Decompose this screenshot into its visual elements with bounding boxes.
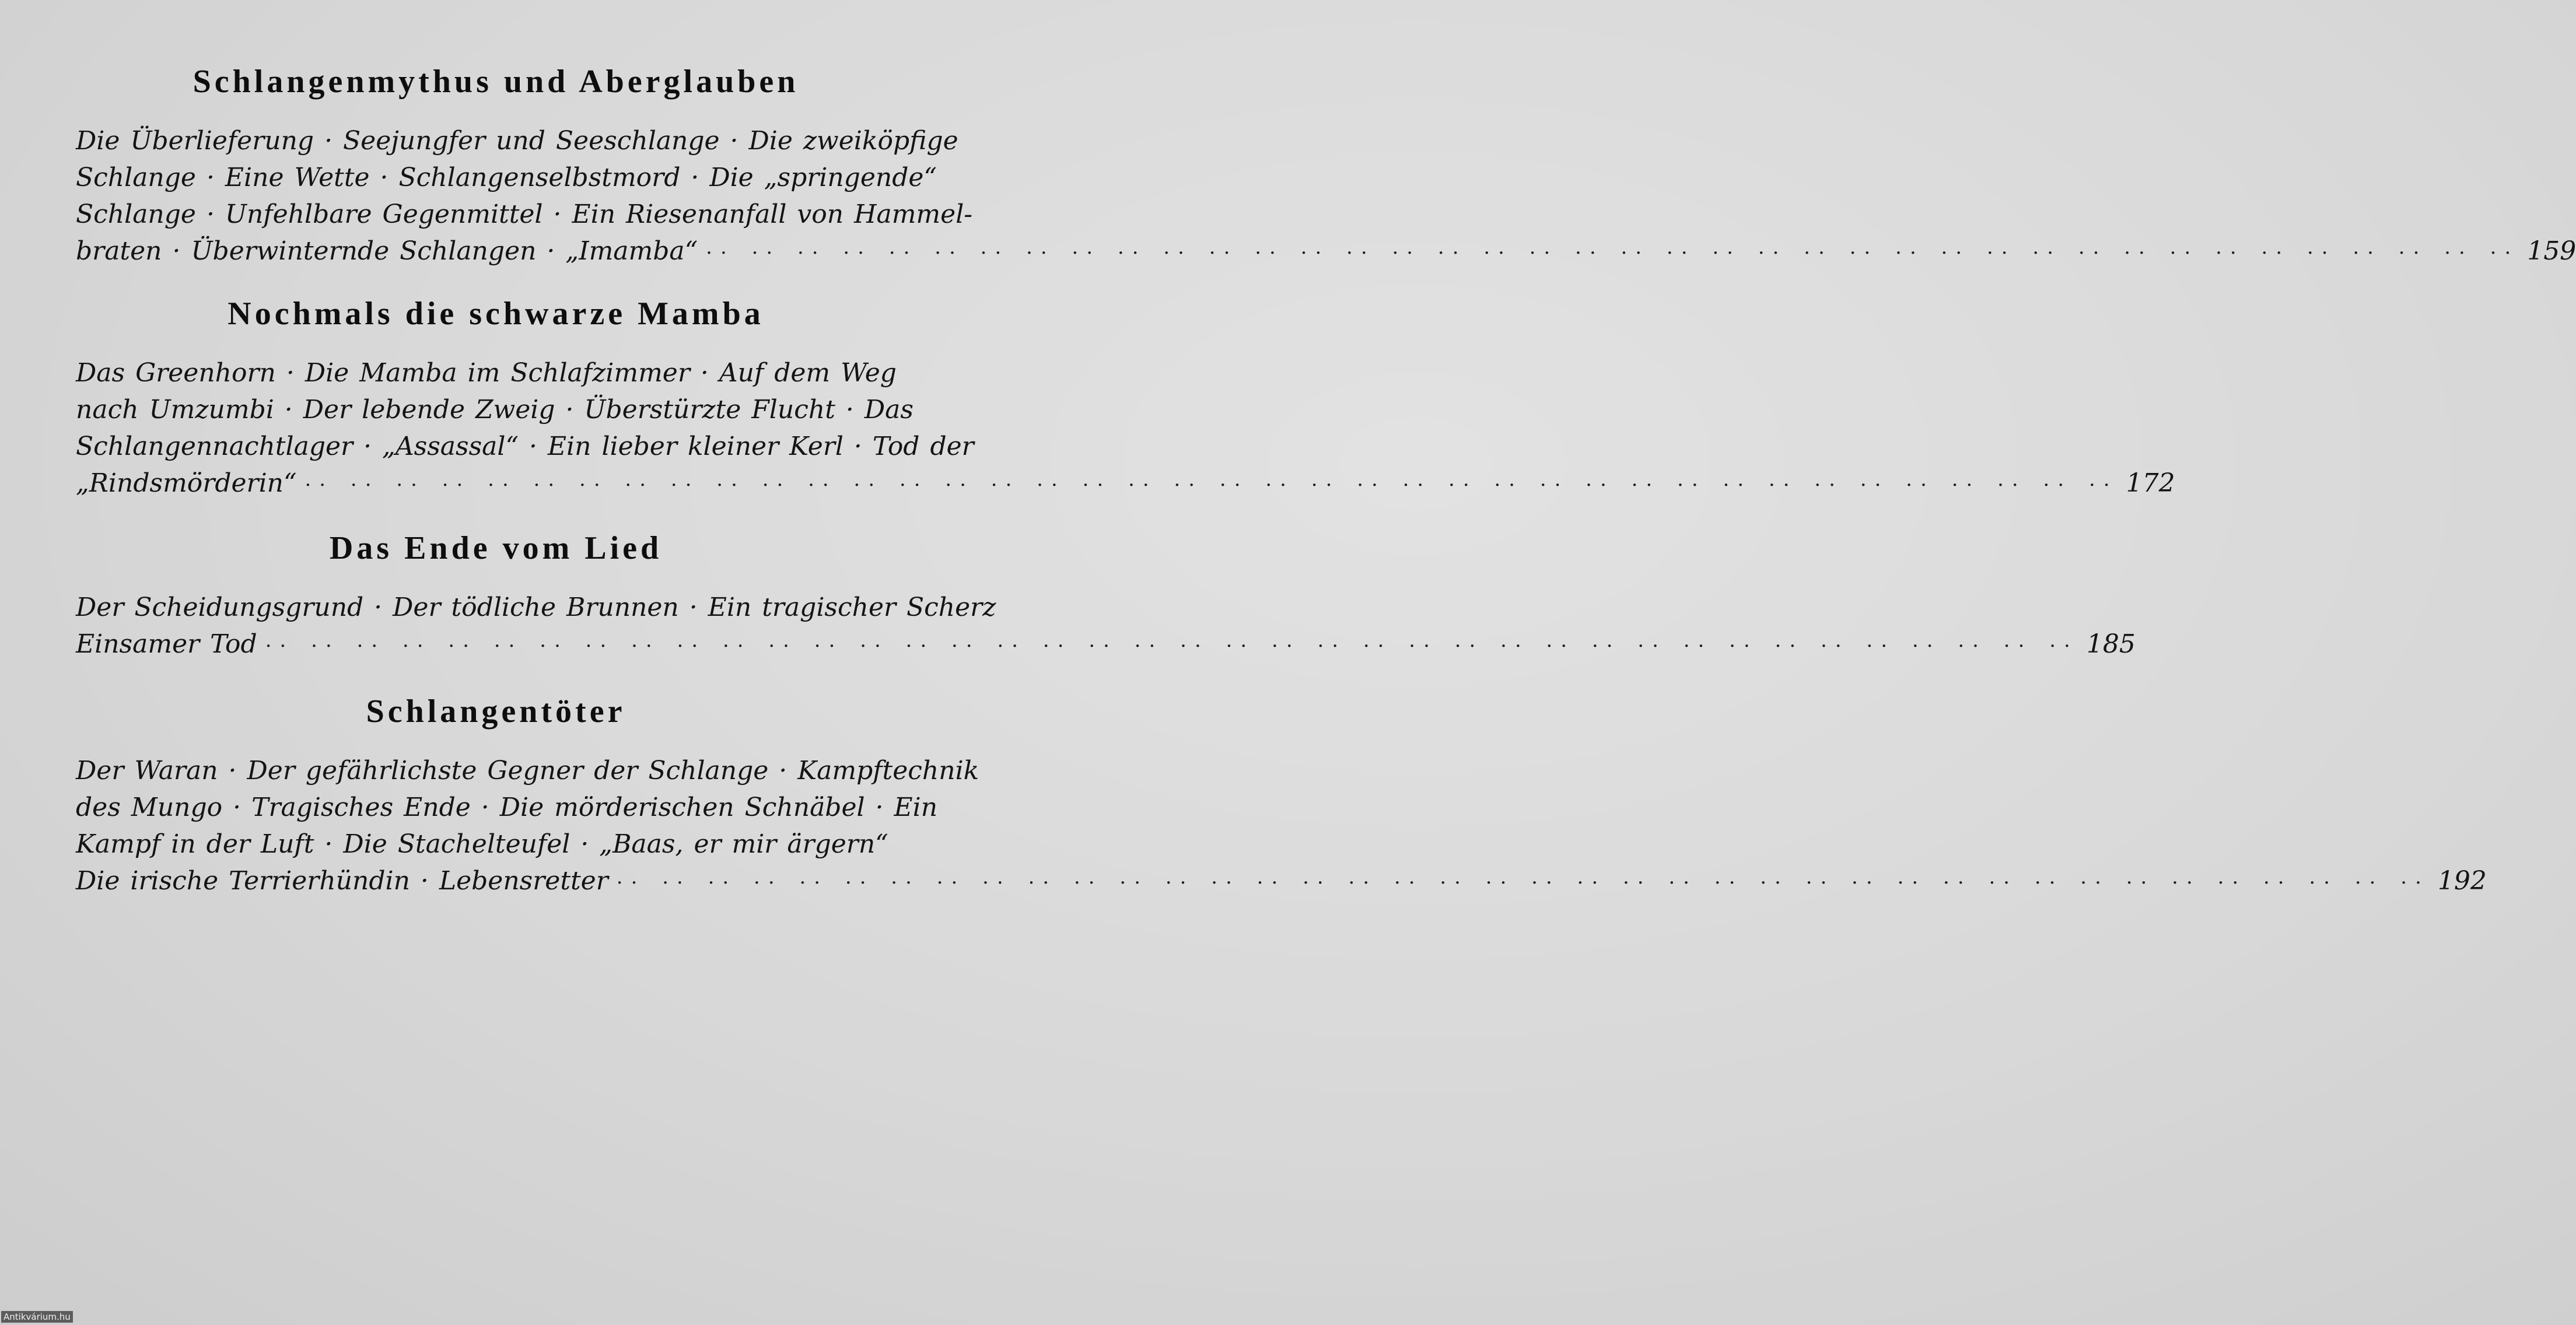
contents-line-text: Die irische Terrierhündin · Lebensretter	[76, 866, 608, 896]
toc-section	[76, 290, 2175, 504]
contents-line: Schlangennachtlager · „Assassal“ · Ein lieber kleiner Kerl · Tod der	[76, 432, 974, 461]
chapter-contents	[76, 355, 2175, 504]
watermark: Antikvárium.hu	[1, 1311, 73, 1323]
page-number: 192	[2437, 866, 2487, 896]
contents-line: Das Greenhorn · Die Mamba im Schlafzimmer · Auf dem Weg	[76, 358, 897, 388]
contents-line: des Mungo · Tragisches Ende · Die mörderischen Schnäbel · Ein	[76, 793, 938, 822]
dot-leader: ·· ·· ·· ·· ·· ·· ·· ·· ·· ·· ·· ·· ·· ·· ·· ·· ·· ·· ·· ·· ·· ·· ·· ·· ·· ·· ·· ·· ·· ·· ·· ·· ·· ·· ·· ·· ·· ·· ·· ··	[304, 474, 2118, 497]
contents-last-line	[76, 626, 2136, 665]
dot-leader: ·· ·· ·· ·· ·· ·· ·· ·· ·· ·· ·· ·· ·· ·· ·· ·· ·· ·· ·· ·· ·· ·· ·· ·· ·· ·· ·· ·· ·· ·· ·· ·· ·· ·· ·· ·· ·· ·· ·· ··	[706, 241, 2519, 265]
dot-leader: ·· ·· ·· ·· ·· ·· ·· ·· ·· ·· ·· ·· ·· ·· ·· ·· ·· ·· ·· ·· ·· ·· ·· ·· ·· ·· ·· ·· ·· ·· ·· ·· ·· ·· ·· ·· ·· ·· ·· ··	[265, 635, 2078, 658]
toc-section	[76, 525, 2136, 665]
contents-last-line	[76, 233, 2576, 272]
chapter-title: Das Ende vom Lied	[329, 530, 663, 566]
contents-line-text: Einsamer Tod	[76, 629, 257, 659]
contents-line: Die Überlieferung · Seejungfer und Seeschlange · Die zweiköpfige	[76, 126, 958, 156]
chapter-title: Schlangentöter	[366, 693, 626, 730]
chapter-contents	[76, 752, 2487, 902]
contents-last-line	[76, 465, 2175, 504]
contents-line: Kampf in der Luft · Die Stachelteufel · „Baas, er mir ärgern“	[76, 829, 888, 859]
contents-line: Der Scheidungsgrund · Der tödliche Brunnen · Ein tragischer Scherz	[76, 593, 996, 622]
contents-last-line	[76, 863, 2487, 902]
chapter-title: Schlangenmythus und Aberglauben	[192, 64, 799, 100]
dot-leader: ·· ·· ·· ·· ·· ·· ·· ·· ·· ·· ·· ·· ·· ·· ·· ·· ·· ·· ·· ·· ·· ·· ·· ·· ·· ·· ·· ·· ·· ·· ·· ·· ·· ·· ·· ·· ·· ·· ·· ··	[616, 871, 2430, 895]
toc-section	[76, 688, 2487, 902]
toc-section	[76, 58, 2576, 272]
chapter-contents	[76, 589, 2136, 665]
page-number: 159	[2527, 236, 2576, 266]
contents-line: Der Waran · Der gefährlichste Gegner der Schlange · Kampftechnik	[76, 756, 979, 786]
contents-line: nach Umzumbi · Der lebende Zweig · Überstürzte Flucht · Das	[76, 395, 914, 425]
page-number: 185	[2086, 629, 2136, 659]
chapter-contents	[76, 122, 2576, 272]
contents-line: Schlange · Unfehlbare Gegenmittel · Ein Riesenanfall von Hammel-	[76, 199, 973, 229]
contents-line-text: „Rindsmörderin“	[76, 468, 297, 498]
page-number: 172	[2126, 468, 2175, 498]
chapter-title: Nochmals die schwarze Mamba	[228, 296, 764, 332]
contents-line-text: braten · Überwinternde Schlangen · „Imamba“	[76, 236, 698, 266]
contents-line: Schlange · Eine Wette · Schlangenselbstmord · Die „springende“	[76, 163, 937, 192]
